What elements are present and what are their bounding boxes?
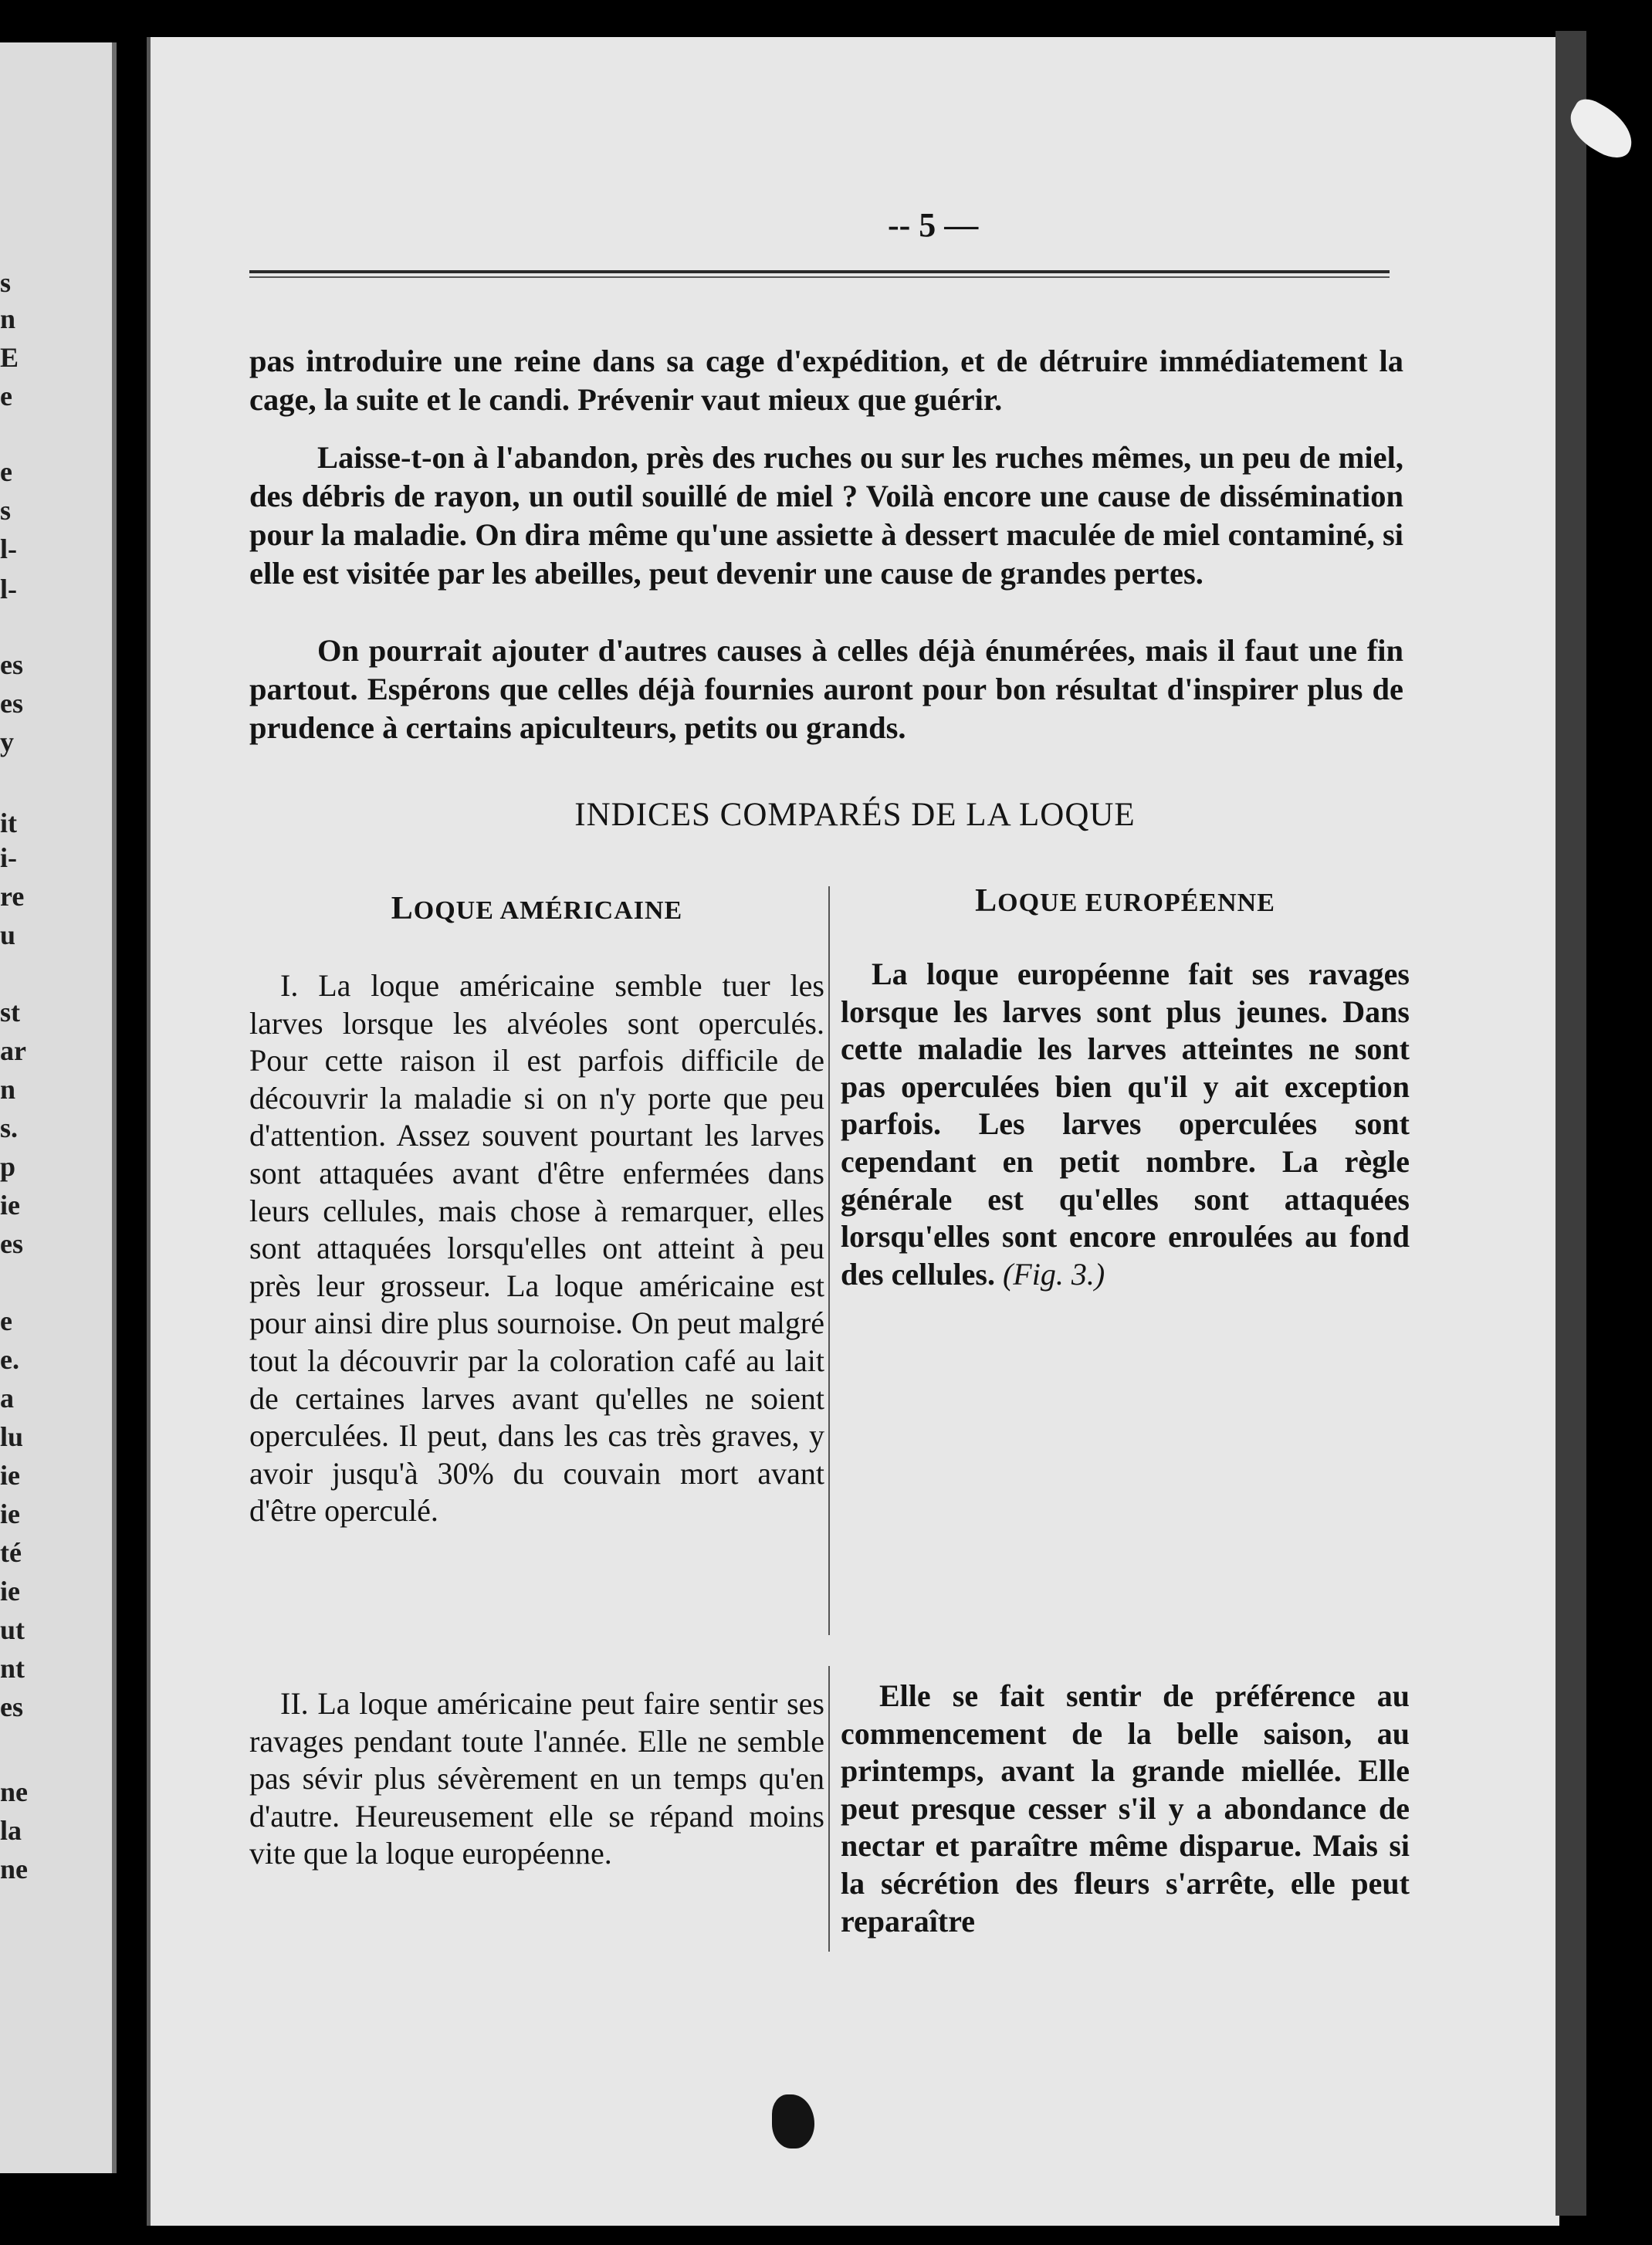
left-page-fragment: a (0, 1383, 14, 1414)
left-page-fragment: es (0, 649, 23, 680)
left-page-fragment: E (0, 342, 19, 373)
header-rule (249, 270, 1390, 273)
left-page-fragment: ut (0, 1614, 25, 1645)
left-page-fragment: it (0, 808, 17, 838)
intro-paragraph-3: On pourrait ajouter d'autres causes à celles déjà énumérées, mais il faut une fin partout. Espérons que celles déjà fournies auront pour bon résultat d'inspirer plus de prudence à certains apiculteurs, petits ou grands. (249, 633, 1403, 745)
left-page-fragment: s. (0, 1112, 19, 1143)
left-page-fragment: la (0, 1815, 22, 1846)
left-page-fragment: s (0, 267, 12, 298)
american-foulbrood-point-2 (249, 1685, 824, 1873)
left-page-fragment: ne (0, 1854, 28, 1884)
left-page-fragment: lu (0, 1421, 24, 1452)
book-spine (1556, 31, 1586, 2216)
right-row-1-text: La loque européenne fait ses ravages lorsque les larves sont plus jeunes. Dans cette maladie les larves atteintes ne sont pas operculées bien qu'il y ait exception parfois. Les larves operculées sont cependant en petit nombre. La règle générale est qu'elles sont attaquées lorsqu'elles sont encore enroulées au fond des cellules. (841, 957, 1410, 1292)
left-page-fragment: e (0, 381, 12, 411)
page-number: -- 5 — (888, 206, 979, 244)
left-page-fragment: nt (0, 1653, 25, 1684)
left-page-fragment: ie (0, 1576, 20, 1607)
ink-blot (772, 2094, 814, 2148)
european-foulbrood-point-1 (841, 956, 1410, 1293)
left-heading-rest: OQUE AMÉRICAINE (413, 896, 683, 925)
intro-paragraph-1: pas introduire une reine dans sa cage d'expédition, et de détruire immédiatement la cage, la suite et le candi. Prévenir vaut mieux que guérir. (249, 344, 1403, 417)
left-page-fragment: s (0, 495, 12, 526)
left-page-fragment: ie (0, 1190, 20, 1221)
left-page-fragment: té (0, 1537, 22, 1568)
european-foulbrood-point-2 (841, 1678, 1410, 1940)
left-page-fragment: es (0, 1691, 23, 1722)
left-page-fragment: l- (0, 533, 17, 564)
left-page-fragment: n (0, 1074, 16, 1105)
right-column-heading (841, 882, 1410, 919)
left-page-fragment: l- (0, 574, 17, 604)
left-page-fragment: ie (0, 1498, 20, 1529)
column-divider-2 (828, 1666, 830, 1952)
previous-page-edge (0, 42, 117, 2173)
left-page-fragment: ie (0, 1460, 20, 1491)
figure-reference: (Fig. 3.) (1002, 1256, 1105, 1292)
left-page-fragment: e. (0, 1344, 19, 1375)
header-rule-thin (249, 276, 1390, 278)
left-row-2-text: II. La loque américaine peut faire sentir ses ravages pendant toute l'année. Elle ne semble pas sévir plus sévèrement en un temps qu'en d'autre. Heureusement elle se répand moins vite que la loque européenne. (249, 1686, 824, 1871)
column-divider-1 (828, 886, 830, 1635)
left-page-fragment: st (0, 997, 20, 1028)
left-column-heading (249, 890, 824, 927)
left-page-fragment: n (0, 303, 16, 334)
left-page-fragment: y (0, 726, 14, 757)
right-heading-initial: L (975, 883, 998, 919)
left-page-fragment: e (0, 1305, 12, 1336)
section-heading: INDICES COMPARÉS DE LA LOQUE (574, 797, 1136, 833)
left-page-fragment: i- (0, 842, 17, 873)
left-page-fragment: ar (0, 1035, 26, 1066)
american-foulbrood-point-1 (249, 967, 824, 1530)
left-page-fragment: es (0, 688, 23, 719)
right-row-2-text: Elle se fait sentir de préférence au commencement de la belle saison, au printemps, avant la grande miellée. Elle peut presque cesser s'il y a abondance de nectar et paraître même disparue. Mais si la sécrétion des fleurs s'arrête, elle peut reparaître (841, 1678, 1410, 1939)
left-page-fragment: p (0, 1151, 16, 1182)
book-page (147, 37, 1559, 2226)
left-heading-initial: L (391, 891, 414, 926)
left-page-fragment: ne (0, 1776, 28, 1807)
left-page-fragment: es (0, 1228, 23, 1259)
left-page-fragment: e (0, 456, 12, 487)
left-page-fragment: re (0, 881, 25, 912)
right-heading-rest: OQUE EUROPÉENNE (997, 889, 1275, 917)
left-row-1-text: I. La loque américaine semble tuer les larves lorsque les alvéoles sont operculés. Pour cette raison il est parfois difficile de découvrir la maladie si on n'y porte que peu d'attention. Assez souvent pourtant les larves sont attaquées avant d'être enfermées dans leurs cellules, mais chose à remarquer, elles sont attaquées lorsqu'elles ont atteint à peu près leur grosseur. La loque américaine est pour ainsi dire plus sournoise. On peut malgré tout la découvrir par la coloration café au lait de certaines larves avant qu'elles ne soient operculées. Il peut, dans les cas très graves, y avoir jusqu'à 30% du couvain mort avant d'être operculé. (249, 968, 824, 1529)
left-page-fragment: u (0, 919, 16, 950)
intro-paragraph-2: Laisse-t-on à l'abandon, près des ruches ou sur les ruches mêmes, un peu de miel, des débris de rayon, un outil souillé de miel ? Voilà encore une cause de dissémination pour la maladie. On dira même qu'une assiette à dessert maculée de miel contaminé, si elle est visitée par les abeilles, peut devenir une cause de grandes pertes. (249, 440, 1403, 591)
